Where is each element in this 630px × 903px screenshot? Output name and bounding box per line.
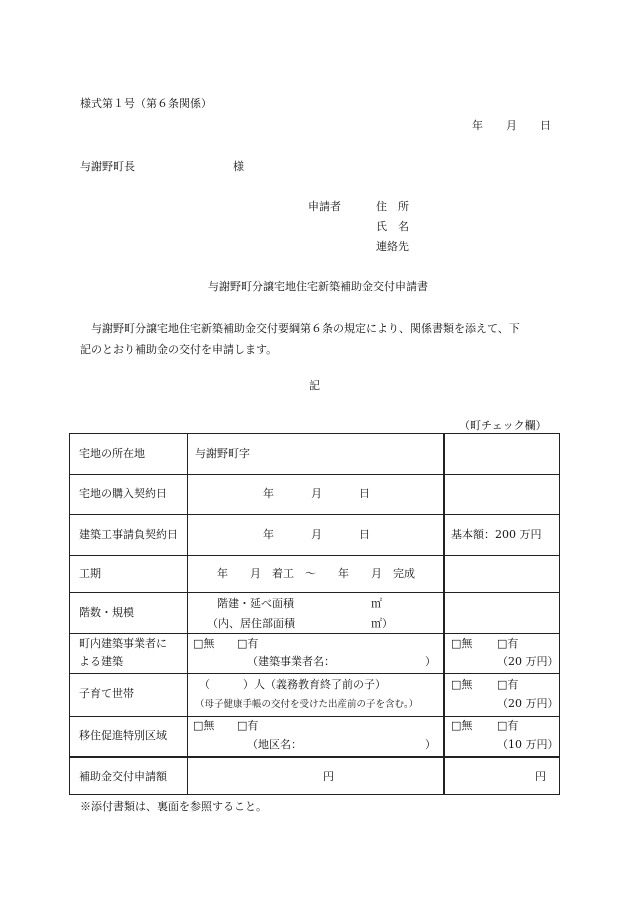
applicant-label: 申請者 [308, 200, 341, 213]
row-contract-date-day: 日 [359, 528, 370, 541]
local-builder-check-none[interactable]: □無 [451, 637, 473, 650]
relocation-district-close: ） [425, 738, 436, 751]
local-builder-check-yes[interactable]: □有 [497, 637, 519, 650]
row-subsidy-amount-yen: 円 [323, 770, 334, 783]
row-childcare-label: 子育て世帯 [79, 687, 134, 700]
date-year: 年 [472, 119, 483, 132]
local-builder-check-amount: （20 万円） [497, 655, 559, 668]
row-purchase-date-year: 年 [263, 487, 274, 500]
row-base-amount-check: 基本額：200 万円 [451, 528, 542, 541]
relocation-district-label: （地区名： [247, 738, 302, 751]
date-day: 日 [540, 119, 551, 132]
childcare-check-yes[interactable]: □有 [497, 678, 519, 691]
relocation-yes-checkbox[interactable]: □有 [237, 719, 259, 732]
local-builder-none-checkbox[interactable]: □無 [193, 637, 215, 650]
local-builder-name-label: （建築事業者名： [247, 655, 335, 668]
childcare-check-none[interactable]: □無 [451, 678, 473, 691]
row-subsidy-check-yen: 円 [535, 770, 546, 783]
document-title: 与謝野町分譲宅地住宅新築補助金交付申請書 [208, 280, 428, 293]
row-contract-date-month: 月 [311, 528, 322, 541]
applicant-contact-label: 連絡先 [376, 240, 409, 253]
applicant-address-label: 住 所 [376, 200, 409, 213]
form-number: 様式第１号（第６条関係） [80, 97, 212, 110]
row-floors-unit-2: ㎡） [371, 617, 393, 630]
row-subsidy-amount-label: 補助金交付申請額 [79, 770, 167, 783]
check-column-label: （町チェック欄） [459, 419, 547, 432]
addressee-name: 与謝野町長 [80, 160, 135, 173]
row-contract-date-label: 建築工事請負契約日 [79, 528, 178, 541]
row-contract-date-year: 年 [263, 528, 274, 541]
footnote: ※添付書類は、裏面を参照すること。 [80, 800, 267, 813]
row-local-builder-label-2: よる建築 [79, 655, 123, 668]
row-local-builder-label-1: 町内建築事業者に [79, 637, 167, 650]
applicant-name-label: 氏 名 [376, 220, 409, 233]
ki-label: 記 [309, 379, 320, 392]
row-childcare-line-2: （母子健康手帳の交付を受けた出産前の子を含む。） [195, 699, 419, 710]
row-purchase-date-month: 月 [311, 487, 322, 500]
row-land-location-value: 与謝野町字 [195, 447, 250, 460]
local-builder-name-close: ） [425, 655, 436, 668]
row-floors-unit-1: ㎡ [371, 597, 382, 610]
relocation-none-checkbox[interactable]: □無 [193, 719, 215, 732]
body-line-2: 記のとおり補助金の交付を申請します。 [80, 343, 278, 356]
row-purchase-date-day: 日 [359, 487, 370, 500]
relocation-check-none[interactable]: □無 [451, 719, 473, 732]
row-floors-scale-label: 階数・規模 [79, 606, 134, 619]
row-purchase-date-label: 宅地の購入契約日 [79, 487, 167, 500]
row-relocation-zone-label: 移住促進特別区域 [79, 729, 167, 742]
date-month: 月 [506, 119, 517, 132]
row-childcare-line-1: （ ）人（義務教育終了前の子） [199, 678, 386, 691]
row-construction-period-value: 年 月 着工 ～ 年 月 完成 [217, 567, 415, 580]
row-land-location-label: 宅地の所在地 [79, 447, 145, 460]
childcare-check-amount: （20 万円） [497, 697, 559, 710]
addressee-honorific: 様 [233, 160, 244, 173]
row-construction-period-label: 工期 [79, 567, 101, 580]
body-line-1: 与謝野町分譲宅地住宅新築補助金交付要綱第６条の規定により、関係書類を添えて、下 [91, 322, 520, 335]
application-table [69, 433, 560, 795]
row-floors-line-2: （内、居住部面積 [207, 617, 295, 630]
relocation-check-yes[interactable]: □有 [497, 719, 519, 732]
relocation-check-amount: （10 万円） [497, 738, 559, 751]
row-floors-line-1: 階建・延べ面積 [217, 597, 294, 610]
local-builder-yes-checkbox[interactable]: □有 [237, 637, 259, 650]
